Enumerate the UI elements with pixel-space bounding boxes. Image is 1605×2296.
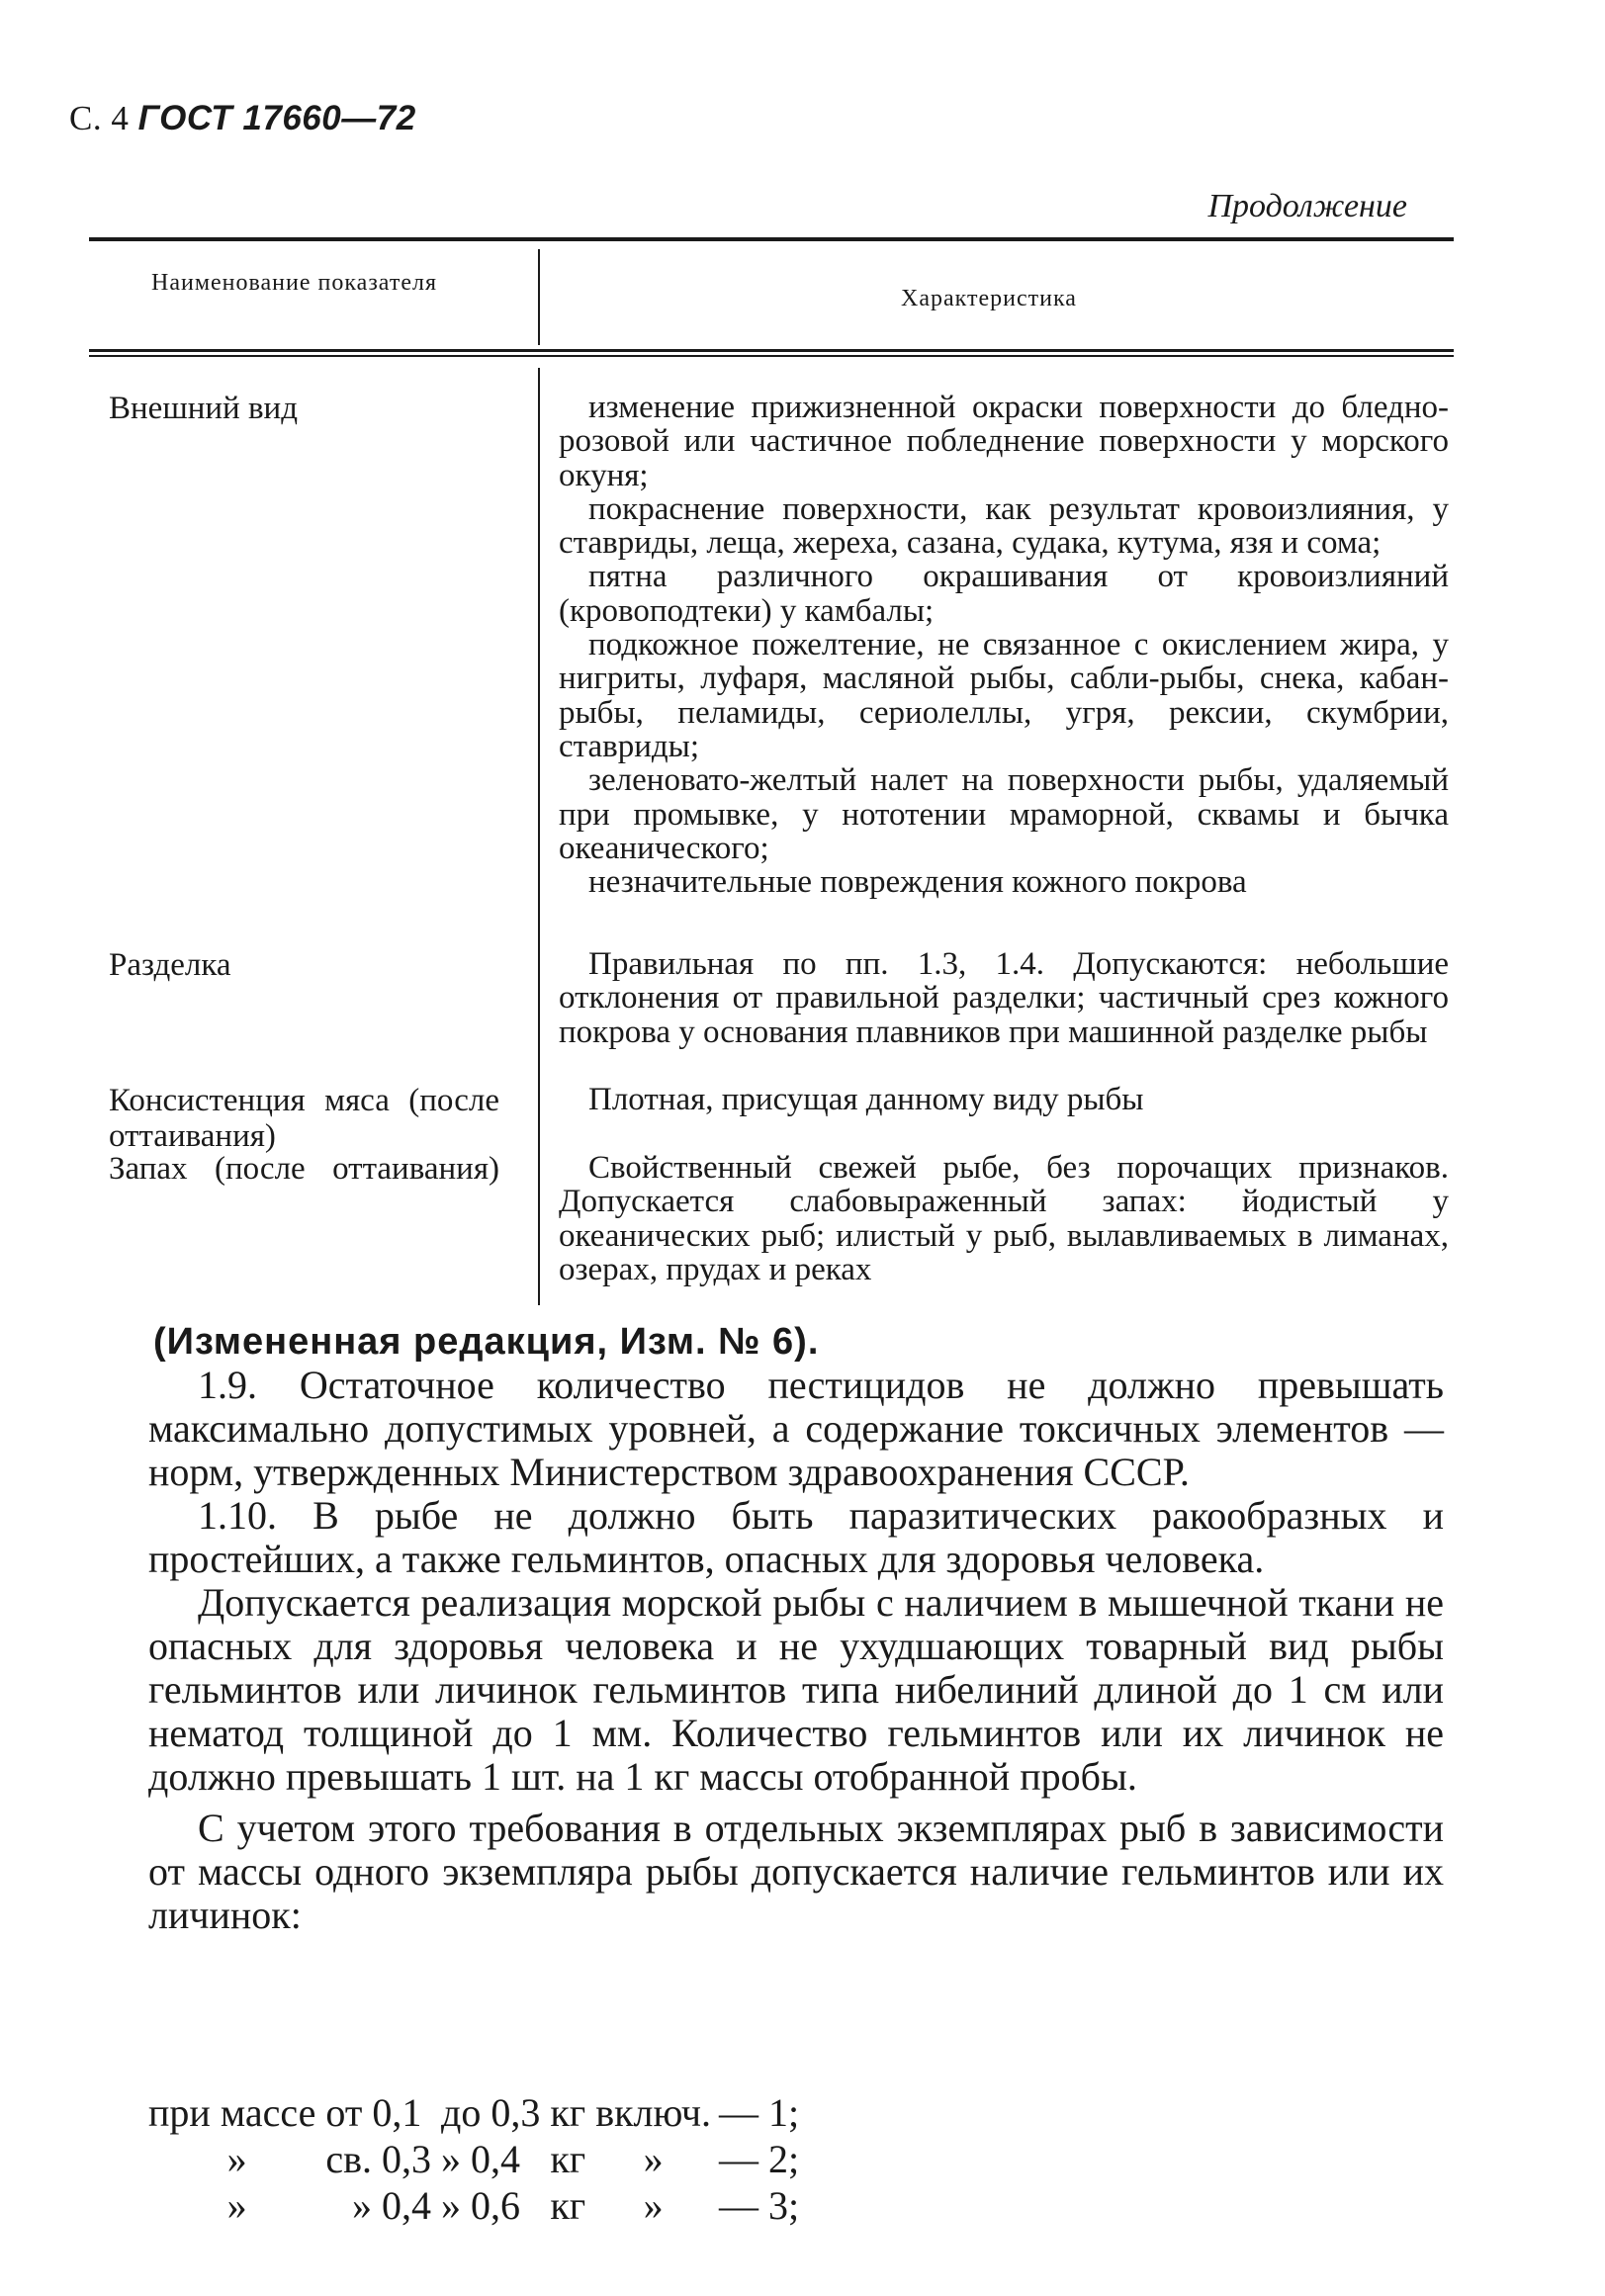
- row-label-smell: Запах (после оттаивания): [109, 1151, 499, 1187]
- clause-1-9: 1.9. Остаточное количество пестицидов не должно превышать максимально допустимых уровней, а содержание токсичных элементов — норм, утвержденных Министерством здравоохранения СССР.: [148, 1363, 1444, 1494]
- table-cell-paragraph: Правильная по пп. 1.3, 1.4. Допускаются: небольшие отклонения от правильной разделки; частичный срез кожного покрова у основания плавников при машинной разделке рыбы: [559, 946, 1449, 1050]
- table-cell-paragraph: пятна различного окрашивания от кровоизлияний (кровоподтеки) у камбалы;: [559, 559, 1449, 629]
- list-cell: »: [226, 2137, 247, 2181]
- row-cell-smell: [559, 1151, 1449, 1286]
- row-label-consistency: Консистенция мяса (после оттаивания): [109, 1083, 499, 1154]
- clause-1-10: 1.10. В рыбе не должно быть паразитических ракообразных и простейших, а также гельминтов, опасных для здоровья человека.: [148, 1493, 1444, 1581]
- page-header: [69, 99, 416, 138]
- amendment-note: (Измененная редакция, Изм. № 6).: [153, 1321, 820, 1363]
- clause-requirement: С учетом этого требования в отдельных экземплярах рыб в зависимости от массы одного экземпляра рыбы допускается наличие гельминтов или их личинок:: [148, 1806, 1444, 1937]
- list-cell: кг: [550, 2137, 586, 2181]
- body-column-divider: [538, 368, 540, 1305]
- list-item: [148, 2182, 799, 2229]
- table-cell-paragraph: Свойственный свежей рыбе, без порочащих признаков. Допускается слабовыраженный запах: йодистый у океанических рыб; илистый у рыб, вылавливаемых в лиманах, озерах, прудах и реках: [559, 1150, 1449, 1287]
- row-cell-cutting: [559, 947, 1449, 1049]
- table-cell-paragraph: подкожное пожелтение, не связанное с окислением жира, у нигриты, луфаря, масляной рыбы, сабли-рыбы, снека, кабан-рыбы, пеламиды, сериолеллы, угря, рексии, скумбрии, ставриды;: [559, 627, 1449, 764]
- list-cell: » 0,4: [352, 2183, 431, 2228]
- body-text: [148, 1320, 1444, 1937]
- list-cell: — 1;: [718, 2090, 800, 2135]
- document-code: ГОСТ 17660—72: [137, 99, 416, 137]
- list-cell: кг: [550, 2183, 586, 2228]
- list-item: [148, 2089, 799, 2136]
- table-cell-paragraph: покраснение поверхности, как результат кровоизлияния, у ставриды, леща, жереха, сазана, судака, кутума, язя и сома;: [559, 490, 1449, 562]
- clause-allowed: Допускается реализация морской рыбы с наличием в мышечной ткани не опасных для здоровья человека и не ухудшающих товарный вид рыбы гельминтов или личинок гельминтов типа нибелиний длиной до 1 см или нематод толщиной до 1 мм. Количество гельминтов или их личинок не должно превышать 1 шт. на 1 кг массы отобранной пробы.: [148, 1580, 1444, 1799]
- list-cell: включ.: [595, 2090, 711, 2135]
- list-cell: »: [643, 2183, 664, 2228]
- table-top-rule: [89, 237, 1454, 241]
- continuation-label: Продолжение: [1207, 188, 1407, 224]
- table-cell-paragraph: незначительные повреждения кожного покрова: [588, 864, 1247, 901]
- list-cell: » 0,6: [441, 2183, 520, 2228]
- list-cell: при массе: [148, 2090, 316, 2135]
- list-item: [148, 2136, 799, 2182]
- row-cell-appearance: [559, 391, 1449, 899]
- column-header-characteristic: Характеристика: [901, 286, 1077, 311]
- list-cell: от 0,1: [325, 2090, 422, 2135]
- mass-list: [148, 2089, 799, 2229]
- list-cell: »: [226, 2183, 247, 2228]
- table-cell-paragraph: зеленовато-желтый налет на поверхности рыбы, удаляемый при промывке, у нототении мраморной, сквамы и бычка океанического;: [559, 762, 1449, 866]
- list-cell: » 0,4: [441, 2137, 520, 2181]
- row-label-appearance: Внешний вид: [109, 391, 298, 426]
- list-cell: до 0,3: [441, 2090, 541, 2135]
- row-label-cutting: Разделка: [109, 947, 231, 983]
- list-cell: кг: [550, 2090, 586, 2135]
- column-header-indicator: Наименование показателя: [151, 270, 437, 296]
- page-number: С. 4: [69, 99, 130, 137]
- list-cell: св. 0,3: [325, 2137, 431, 2181]
- row-cell-consistency: [559, 1083, 1449, 1116]
- table-cell-paragraph: Плотная, присущая данному виду рыбы: [588, 1082, 1144, 1117]
- table-cell-paragraph: изменение прижизненной окраски поверхности до бледно-розовой или частичное побледнение поверхности у морского окуня;: [559, 390, 1449, 493]
- list-cell: »: [643, 2137, 664, 2181]
- list-cell: — 3;: [718, 2183, 800, 2228]
- list-cell: — 2;: [718, 2137, 800, 2181]
- table-header-rule: [89, 349, 1454, 357]
- header-column-divider: [538, 249, 540, 345]
